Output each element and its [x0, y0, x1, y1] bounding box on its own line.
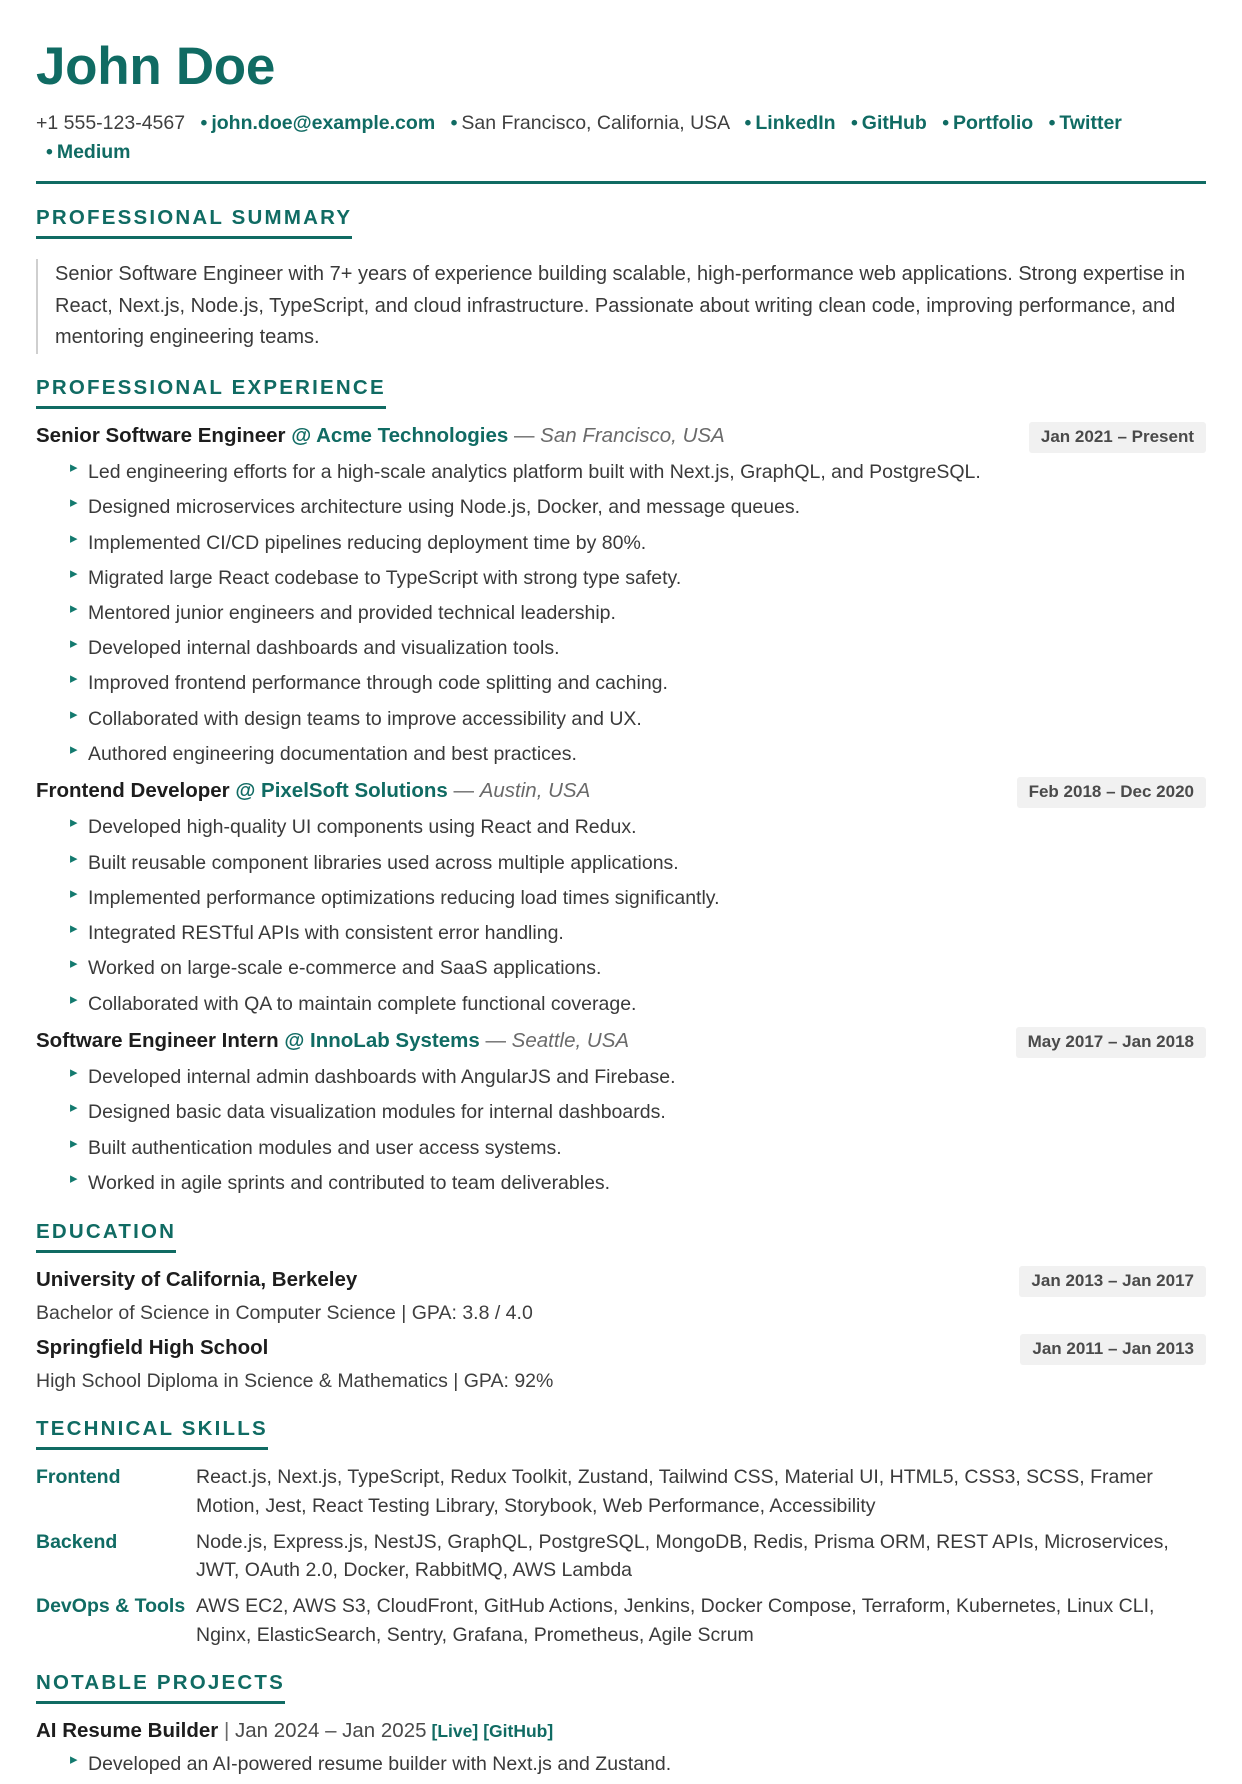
- summary-text: Senior Software Engineer with 7+ years of experience building scalable, high-performance web applications. Strong expertise in React, Next.js, Node.js, TypeScript, and cloud infrastructure. Passionate about writing clean code, improving performance, and mentoring engineering teams.: [36, 259, 1206, 354]
- section-heading-education: EDUCATION: [36, 1220, 176, 1253]
- job-bullet-item: ▸ Designed basic data visualization modules for internal dashboards.: [70, 1097, 1206, 1127]
- experience-item: [36, 422, 1206, 769]
- section-heading-summary: PROFESSIONAL SUMMARY: [36, 206, 352, 239]
- projects-list: [36, 1717, 1206, 1779]
- skill-row: [36, 1528, 1206, 1585]
- job-bullet-item: ▸ Mentored junior engineers and provided technical leadership.: [70, 598, 1206, 628]
- education-detail: High School Diploma in Science & Mathematics | GPA: 92%: [36, 1370, 554, 1393]
- page-title: John Doe: [36, 37, 276, 96]
- job-location: San Francisco, USA: [540, 423, 725, 447]
- job-dash: —: [485, 1028, 506, 1052]
- contact-separator-bullet-icon: •: [200, 112, 208, 135]
- section-heading-skills: TECHNICAL SKILLS: [36, 1417, 268, 1450]
- job-bullet-list: [36, 1062, 1206, 1198]
- section-heading-experience: PROFESSIONAL EXPERIENCE: [36, 376, 386, 409]
- project-bullet-list: [36, 1749, 1206, 1779]
- skill-values: AWS EC2, AWS S3, CloudFront, GitHub Actions, Jenkins, Docker Compose, Terraform, Kubernetes, Linux CLI, Nginx, ElasticSearch, Sentry, Grafana, Prometheus, Agile Scrum: [196, 1595, 1155, 1646]
- contact-item-san-francisco-california-usa: San Francisco, California, USA: [461, 112, 730, 135]
- education-date-badge: Jan 2011 – Jan 2013: [1020, 1334, 1206, 1365]
- job-bullet-item: ▸ Built reusable component libraries used across multiple applications.: [70, 848, 1206, 878]
- education-item: [36, 1266, 1206, 1328]
- contact-item-medium[interactable]: Medium: [56, 141, 131, 164]
- job-bullet-item: ▸ Led engineering efforts for a high-scale analytics platform built with Next.js, GraphQL, and PostgreSQL.: [70, 457, 1206, 487]
- contact-separator-bullet-icon: •: [850, 112, 858, 135]
- project-link-live[interactable]: [Live]: [431, 1720, 479, 1741]
- contact-item-john-doe-example-com[interactable]: john.doe@example.com: [211, 112, 436, 135]
- project-header: [36, 1717, 1206, 1746]
- skill-row: [36, 1463, 1206, 1520]
- contact-separator-bullet-icon: •: [46, 141, 53, 164]
- job-dash: —: [513, 423, 535, 447]
- skill-values: Node.js, Express.js, NestJS, GraphQL, PostgreSQL, MongoDB, Redis, Prisma ORM, REST APIs, Microservices, JWT, OAuth 2.0, Docker, RabbitMQ, AWS Lambda: [196, 1530, 1169, 1582]
- job-bullet-item: ▸ Developed internal dashboards and visualization tools.: [70, 633, 1206, 663]
- job-location: Seattle, USA: [511, 1028, 630, 1052]
- contact-separator-bullet-icon: •: [744, 112, 752, 135]
- job-bullet-item: ▸ Implemented performance optimizations reducing load times significantly.: [70, 883, 1206, 913]
- job-bullet-item: ▸ Worked on large-scale e-commerce and SaaS applications.: [70, 953, 1206, 983]
- education-item-header: [36, 1266, 1206, 1297]
- project-bullet-item: ▸ Developed an AI-powered resume builder with Next.js and Zustand.: [70, 1749, 1206, 1779]
- job-bullet-item: ▸ Worked in agile sprints and contributed to team deliverables.: [70, 1168, 1206, 1198]
- job-role: Senior Software Engineer: [36, 423, 286, 447]
- education-item-header: [36, 1334, 1206, 1365]
- project-dates: Jan 2024 – Jan 2025: [235, 1718, 427, 1742]
- job-company: @ InnoLab Systems: [284, 1028, 480, 1052]
- job-bullet-item: ▸ Improved frontend performance through code splitting and caching.: [70, 668, 1206, 698]
- contact-line: [36, 109, 1206, 167]
- education-detail: Bachelor of Science in Computer Science | GPA: 3.8 / 4.0: [36, 1302, 533, 1325]
- job-role: Software Engineer Intern: [36, 1028, 279, 1052]
- contact-separator-bullet-icon: •: [1048, 112, 1056, 135]
- job-bullet-item: ▸ Implemented CI/CD pipelines reducing deployment time by 80%.: [70, 528, 1206, 558]
- education-school: University of California, Berkeley: [36, 1268, 358, 1292]
- contact-separator-bullet-icon: •: [942, 112, 950, 135]
- skills-list: [36, 1463, 1206, 1649]
- job-date-badge: Feb 2018 – Dec 2020: [1017, 777, 1206, 808]
- skill-category: Backend: [36, 1530, 118, 1553]
- job-company: @ Acme Technologies: [291, 423, 509, 447]
- education-list: [36, 1266, 1206, 1395]
- experience-title-line: [36, 777, 1001, 806]
- job-bullet-item: ▸ Developed high-quality UI components using React and Redux.: [70, 812, 1206, 842]
- experience-title-line: [36, 422, 1013, 451]
- job-bullet-item: ▸ Designed microservices architecture using Node.js, Docker, and message queues.: [70, 492, 1206, 522]
- header-divider: [36, 181, 1206, 184]
- education-school: Springfield High School: [36, 1335, 269, 1359]
- contact-item-linkedin[interactable]: LinkedIn: [755, 112, 836, 135]
- job-bullet-item: ▸ Migrated large React codebase to TypeScript with strong type safety.: [70, 563, 1206, 593]
- job-bullet-list: [36, 812, 1206, 1018]
- contact-item-portfolio[interactable]: Portfolio: [953, 112, 1034, 135]
- section-professional-summary: [36, 206, 1206, 354]
- job-bullet-list: [36, 457, 1206, 769]
- education-item: [36, 1334, 1206, 1396]
- job-location: Austin, USA: [479, 779, 591, 803]
- project-item: [36, 1717, 1206, 1779]
- job-dash: —: [453, 779, 475, 803]
- project-pipe: |: [223, 1718, 230, 1742]
- job-role: Frontend Developer: [36, 779, 230, 803]
- experience-title-line: [36, 1027, 1000, 1056]
- project-name: AI Resume Builder: [36, 1718, 219, 1742]
- education-date-badge: Jan 2013 – Jan 2017: [1019, 1266, 1206, 1297]
- section-heading-projects: NOTABLE PROJECTS: [36, 1671, 285, 1704]
- skill-row: [36, 1592, 1206, 1649]
- experience-item: [36, 777, 1206, 1019]
- experience-item: [36, 1027, 1206, 1198]
- section-education: [36, 1220, 1206, 1395]
- job-bullet-item: ▸ Developed internal admin dashboards with AngularJS and Firebase.: [70, 1062, 1206, 1092]
- contact-item-github[interactable]: GitHub: [861, 112, 927, 135]
- contact-item-twitter[interactable]: Twitter: [1059, 112, 1122, 135]
- resume-header: [36, 38, 1206, 184]
- job-bullet-item: ▸ Integrated RESTful APIs with consistent error handling.: [70, 918, 1206, 948]
- job-bullet-item: ▸ Built authentication modules and user access systems.: [70, 1133, 1206, 1163]
- project-link-github[interactable]: [GitHub]: [483, 1720, 554, 1741]
- experience-item-header: [36, 777, 1206, 808]
- skill-values: React.js, Next.js, TypeScript, Redux Toolkit, Zustand, Tailwind CSS, Material UI, HTML5, CSS3, SCSS, Framer Motion, Jest, React Testing Library, Storybook, Web Performance, Accessibility: [196, 1466, 1153, 1517]
- skill-category: Frontend: [36, 1466, 121, 1489]
- job-bullet-item: ▸ Authored engineering documentation and best practices.: [70, 739, 1206, 769]
- section-technical-skills: [36, 1417, 1206, 1649]
- experience-item-header: [36, 422, 1206, 453]
- job-company: @ PixelSoft Solutions: [235, 779, 448, 803]
- contact-separator-bullet-icon: •: [450, 112, 458, 135]
- contact-item-1-555-123-4567: +1 555-123-4567: [36, 112, 186, 135]
- job-bullet-item: ▸ Collaborated with QA to maintain complete functional coverage.: [70, 989, 1206, 1019]
- job-bullet-item: ▸ Collaborated with design teams to improve accessibility and UX.: [70, 704, 1206, 734]
- job-date-badge: Jan 2021 – Present: [1029, 422, 1206, 453]
- experience-list: [36, 422, 1206, 1198]
- section-notable-projects: [36, 1671, 1206, 1779]
- job-date-badge: May 2017 – Jan 2018: [1016, 1027, 1206, 1058]
- section-professional-experience: [36, 376, 1206, 1198]
- skill-category: DevOps & Tools: [36, 1595, 186, 1618]
- experience-item-header: [36, 1027, 1206, 1058]
